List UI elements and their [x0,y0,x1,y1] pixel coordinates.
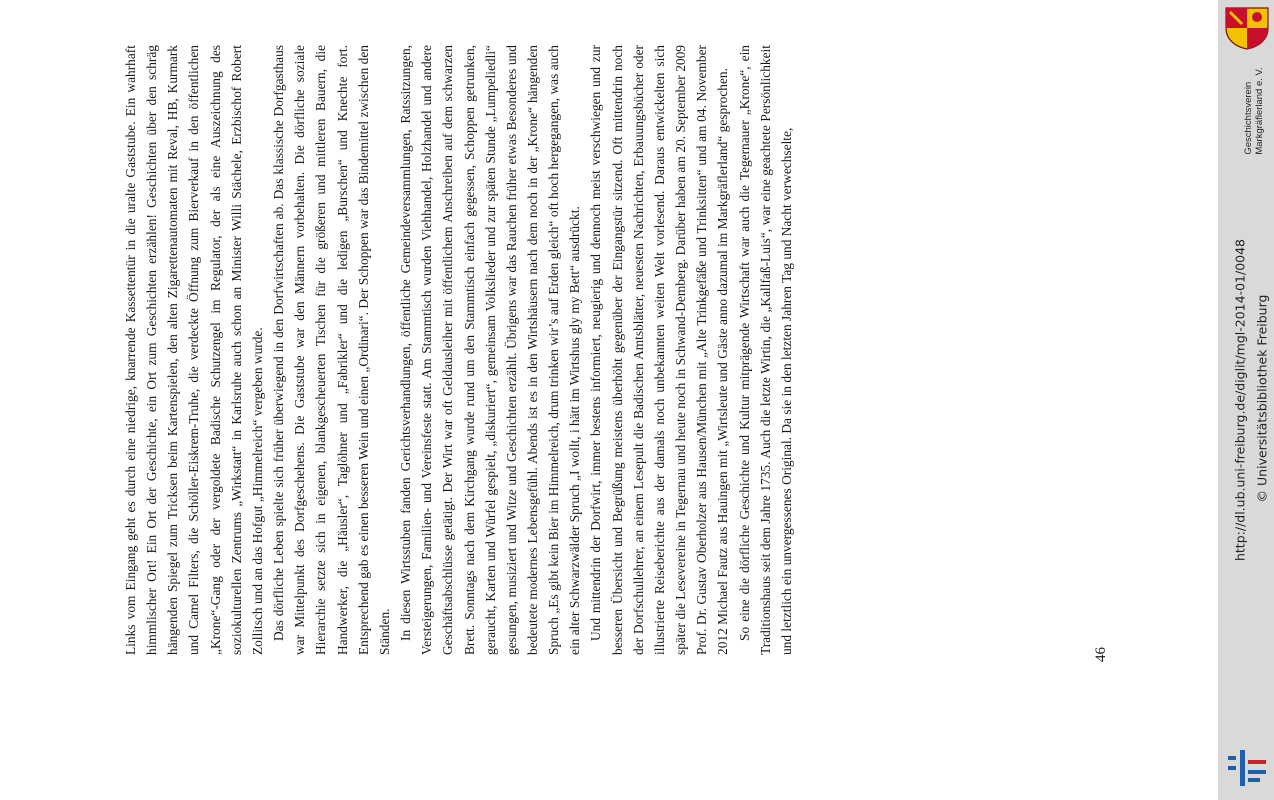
copyright-text: © Universitätsbibliothek Freiburg [1254,294,1270,503]
page-number: 46 [1093,647,1109,662]
paragraph: In diesen Wirtsstuben fanden Gerichtsverhandlungen, öffentliche Gemeindeversammlungen, Ratssitzungen, Versteigerungen, Familien- und Vereinsfeste statt. Am Stammtisch wurden Viehhandel, Holzhandel und andere Geschäftsabschlüsse getätigt. Der Wirt war oft Geldausleiher mit öffentlichem Anschreiben auf dem schwarzen Brett. Sonntags nach dem Kirchgang wurde rund um den Stammtisch einfach gegessen, Schoppen getrunken, geraucht, Karten und Würfel gespielt, „diskuriert“, gemeinsam Volkslieder und zur späten Stunde „Lumpeliedli“ gesungen, musiziert und Witze und Geschichten erzählt. Übrigens war das Rauchen früher etwas Besonderes und bedeutete modernes Lebensgefühl. Abends ist es in den Wirtshäusern nach dem noch in der „Krone“ hängenden Spruch „Es gibt kein Bier im Himmelreich, drum trinken wir’s auf Erden gleich“ oft hoch hergegangen, was auch ein alter Schwarzwälder Spruch „I wollt, i hätt im Wirtshus gly my Bett“ ausdrückt. [398,45,583,655]
paragraph: So eine die dörfliche Geschichte und Kultur mitprägende Wirtschaft war auch die Tegernauer „Krone“, ein Traditionshaus seit dem Jahre 1735. Auch die letzte Wirtin, die „Kallfaß-Luis“, war eine geachtete Persönlichkeit und letztlich ein unvergessenes Original. Da sie in den letzten Jahren Tag und Nacht verwechselte, [736,45,794,655]
paragraph: Und mittendrin der Dorfwirt, immer bestens informiert, neugierig und dennoch meist verschwiegen und zur besseren Übersicht und Begrüßung meistens überhöht gegenüber der Eingangstür sitzend. Oft mittendrin noch der Dorfschullehrer, an einem Lesepult die Badischen Amtsblätter, neuesten Nachrichten, Erbauungsbücher oder illustrierte Reiseberichte aus der damals noch unbekannten weiten Welt vorlesend. Daraus entwickelten sich später die Lesevereine in Tegernau und heute noch in Schwand-Demberg. Darüber haben am 20. September 2009 Prof. Dr. Gustav Oberholzer aus Hausen/München mit „Alte Trinkgefäße und Trinksitten“ und am 04. November 2012 Michael Fautz aus Hauingen mit „Wirtsleute und Gäste anno dazumal im Markgräflerland“ gesprochen. [588,45,731,655]
paragraph: Das dörfliche Leben spielte sich früher überwiegend in den Dorfwirtschaften ab. Das klassische Dorfgasthaus war Mittelpunkt des Dorfgeschehens. Die Gaststube war den Männern vorbehalten. Die dörfliche soziale Hierarchie setzte sich in eigenen, blankgescheuerten Tischen für die größeren und mittleren Bauern, die Handwerker, die „Häusler“, Taglöhner und „Fabrikler“ und die ledigen „Burschen“ und Knechte fort. Entsprechend gab es einen besseren Wein und einen „Ordinari“. Der Schoppen war das Bindemittel zwischen den Ständen. [271,45,392,655]
paragraph: Links vom Eingang geht es durch eine niedrige, knarrende Kassettentür in die uralte Gaststube. Ein wahrhaft himmlischer Ort! Ein Ort der Geschichte, ein Ort zum Geschichten erzählen! Geschichten über den schräg hängenden Spiegel zum Tricksen beim Kartenspielen, den alten Zigarettenautomaten mit Reval, HB, Kurmark und Camel Filters, die Schöller-Eiskrem-Truhe, die verdeckte Öffnung zum Bierverkauf in den öffentlichen „Krone“-Gang oder der vergoldete Badische Schutzengel im Regulator, der als eine Auszeichnung des soziokulturellen Zentrums „Wirkstatt“ in Karlsruhe auch schon an Minister Willi Stächele, Erzbischof Robert Zollitsch und an das Hofgut „Himmelreich“ vergeben wurde. [123,45,265,655]
source-url-text[interactable]: http://dl.ub.uni-freiburg.de/diglit/mgl-2014-01/0048 [1232,238,1248,562]
crest-icon [1222,6,1272,50]
society-name [1236,56,1272,166]
society-line-2: Markgräflerland e. V. [1254,67,1265,155]
ub-logo-icon[interactable] [1226,746,1268,790]
society-line-1: Geschichtsverein [1243,81,1254,155]
text-block [120,45,1095,655]
